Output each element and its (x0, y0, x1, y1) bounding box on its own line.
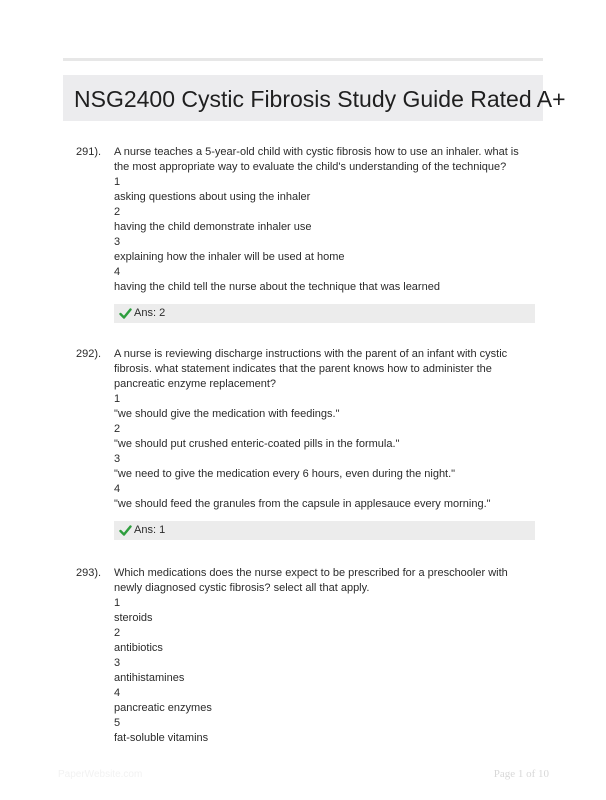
top-divider (63, 58, 543, 61)
option-text: "we should put crushed enteric-coated pills in the formula." (114, 438, 400, 450)
option-number: 2 (114, 206, 121, 218)
document-title: NSG2400 Cystic Fibrosis Study Guide Rated A+ (74, 86, 566, 112)
option-number: 4 (114, 266, 121, 278)
question-number: 291). (76, 146, 102, 158)
question-293 (76, 566, 536, 746)
check-icon (119, 307, 132, 320)
option-text: fat-soluble vitamins (114, 732, 209, 744)
footer-watermark: PaperWebsite.com (58, 769, 143, 780)
option-text: having the child tell the nurse about the technique that was learned (114, 281, 440, 293)
option-number: 3 (114, 453, 121, 465)
option-number: 2 (114, 627, 121, 639)
option-number: 4 (114, 483, 121, 495)
option-number: 1 (114, 393, 121, 405)
question-stem: A nurse is reviewing discharge instructions with the parent of an infant with cystic fibrosis. what statement indicates that the parent knows how to administer the pancreatic enzyme replacement? (114, 348, 508, 390)
option-number: 3 (114, 657, 121, 669)
question-number: 292). (76, 348, 102, 360)
option-number: 2 (114, 423, 121, 435)
option-text: "we should feed the granules from the capsule in applesauce every morning." (114, 498, 491, 510)
question-number: 293). (76, 567, 102, 579)
check-icon (119, 524, 132, 537)
option-text: pancreatic enzymes (114, 702, 212, 714)
option-number: 4 (114, 687, 121, 699)
question-stem: A nurse teaches a 5-year-old child with cystic fibrosis how to use an inhaler. what is the most appropriate way to evaluate the child's understanding of the technique? (114, 146, 519, 173)
option-text: steroids (114, 612, 153, 624)
option-number: 1 (114, 176, 121, 188)
option-number: 1 (114, 597, 121, 609)
option-number: 5 (114, 717, 121, 729)
option-text: asking questions about using the inhaler (114, 191, 311, 203)
option-text: antihistamines (114, 672, 185, 684)
answer-box (114, 304, 535, 323)
page-indicator: Page 1 of 10 (493, 768, 549, 780)
option-text: "we should give the medication with feedings." (114, 408, 340, 420)
question-stem: Which medications does the nurse expect to be prescribed for a preschooler with newly diagnosed cystic fibrosis? select all that apply. (114, 567, 508, 594)
answer-text: Ans: 1 (134, 524, 166, 536)
question-292 (76, 347, 536, 540)
option-text: having the child demonstrate inhaler use (114, 221, 312, 233)
option-text: "we need to give the medication every 6 hours, even during the night." (114, 468, 456, 480)
question-291 (76, 145, 536, 323)
option-text: antibiotics (114, 642, 163, 654)
option-text: explaining how the inhaler will be used at home (114, 251, 345, 263)
title-banner (63, 75, 566, 121)
answer-text: Ans: 2 (134, 307, 166, 319)
answer-box (114, 521, 535, 540)
option-number: 3 (114, 236, 121, 248)
